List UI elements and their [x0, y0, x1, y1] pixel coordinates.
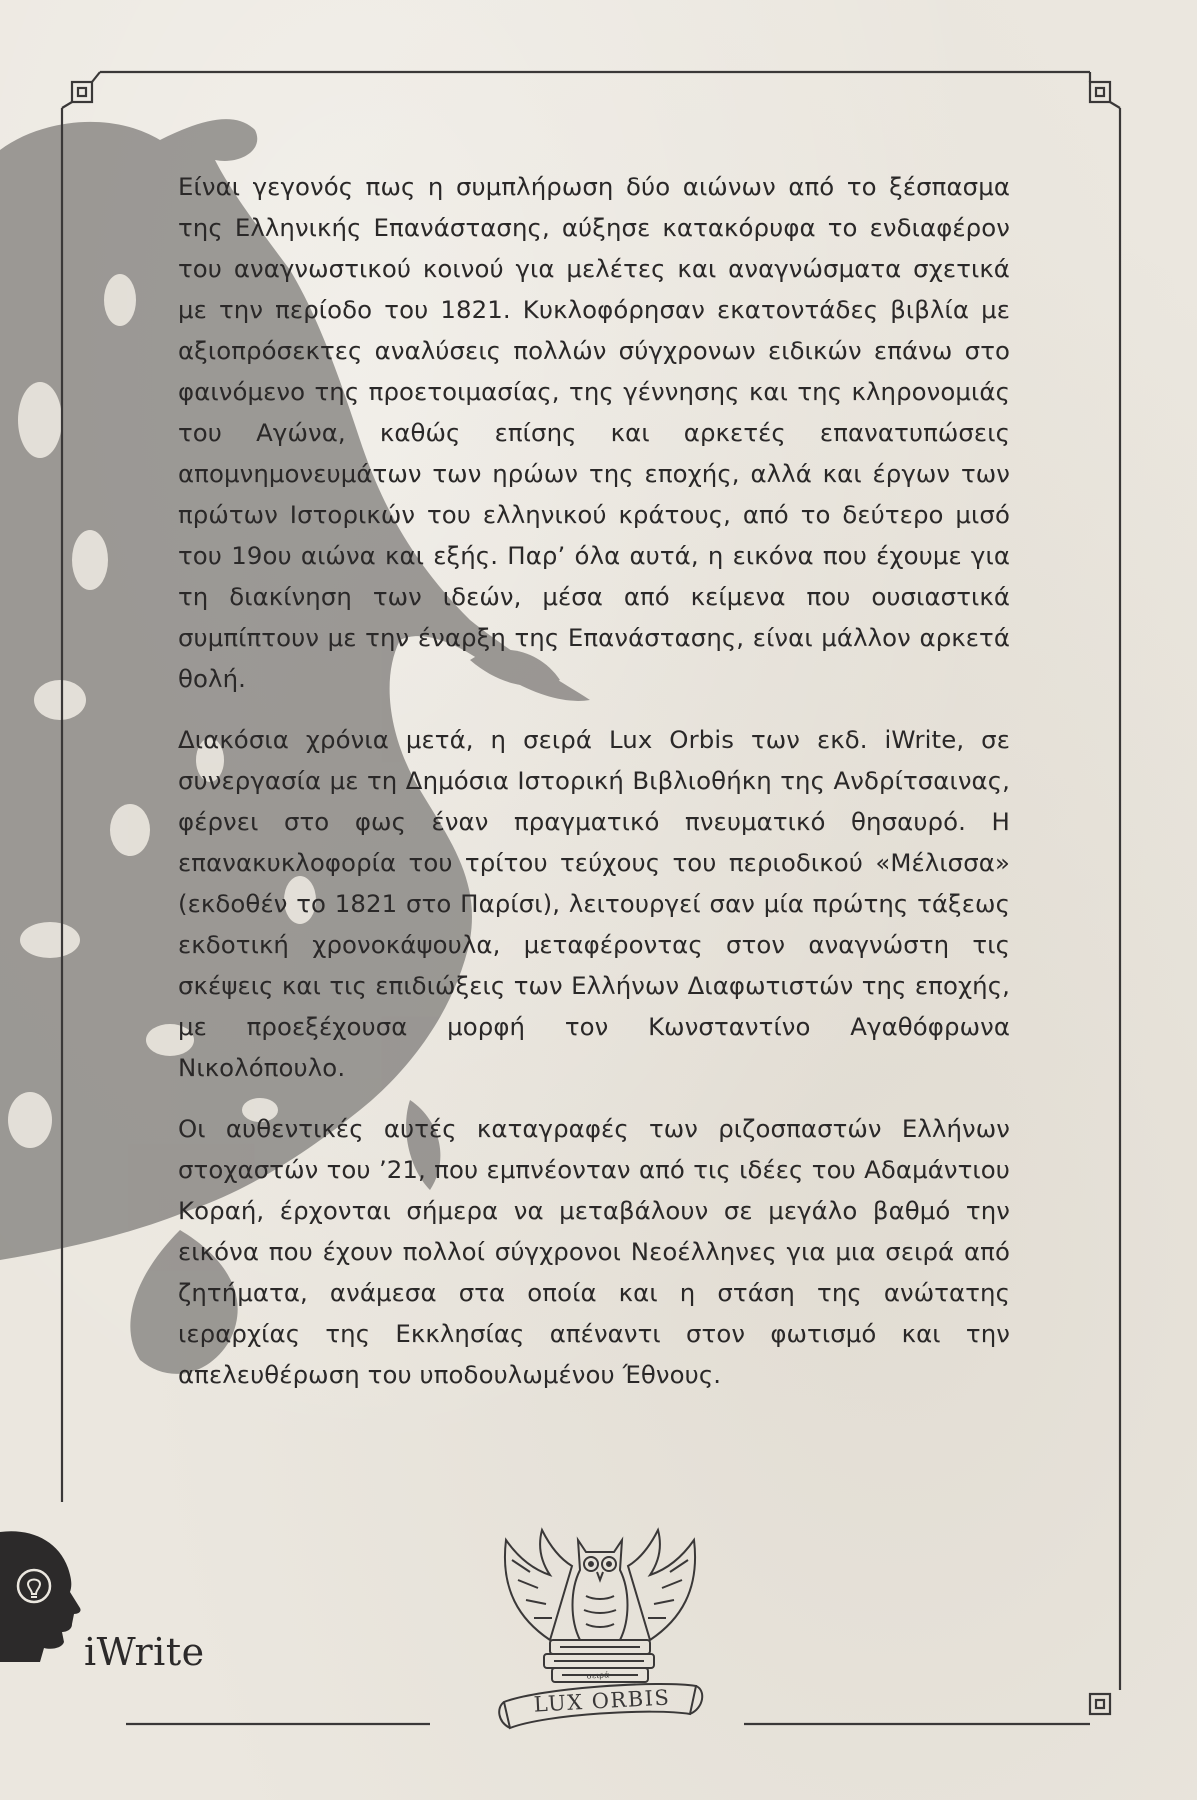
publisher-name: iWrite — [84, 1630, 205, 1674]
paragraph-3: Οι αυθεντικές αυτές καταγραφές των ριζοσπαστών Ελλήνων στοχαστών του ’21, που εμπνέονταν από τις ιδέες του Αδαμάντιου Κοραή, έρχονται σήμερα να μεταβάλουν σε μεγάλο βαθμό την εικόνα που έχουν πολλοί σύγχρονοι Νεοέλληνες για μια σειρά από ζητήματα, ανάμεσα στα οποία και η στάση της ανώτατης ιεραρχίας της Εκκλησίας απέναντι στον φωτισμό και την απελευθέρωση του υποδουλωμένου Έθνους. — [178, 1114, 1010, 1389]
body-text — [178, 166, 1010, 1415]
series-name: LUX ORBIS — [533, 1685, 671, 1717]
paragraph-1: Είναι γεγονός πως η συμπλήρωση δύο αιώνων από το ξέσπασμα της Ελληνικής Επανάστασης, αύξησε κατακόρυφα το ενδιαφέρον του αναγνωστικού κοινού για μελέτες και αναγνώσματα σχετικά με την περίοδο του 1821. Κυκλοφόρησαν εκατοντάδες βιβλία με αξιοπρόσεκτες αναλύσεις πολλών σύγχρονων ειδικών επάνω στο φαινόμενο της προετοιμασίας, της γέννησης και της κληρονομιάς του Αγώνα, καθώς επίσης και αρκετές επανατυπώσεις απομνημονευμάτων των ηρώων της εποχής, αλλά και έργων των πρώτων Ιστορικών του ελληνικού κράτους, από το δεύτερο μισό του 19ου αιώνα και εξής. Παρ’ όλα αυτά, η εικόνα που έχουμε για τη διακίνηση των ιδεών, μέσα από κείμενα που ουσιαστικά συμπίπτουν με την έναρξη της Επανάστασης, είναι μάλλον αρκετά θολή. — [178, 172, 1010, 693]
head-silhouette-lightbulb-icon — [0, 1528, 90, 1668]
series-banner-small: σειρά — [586, 1670, 610, 1681]
paragraph-2: Διακόσια χρόνια μετά, η σειρά Lux Orbis των εκδ. iWrite, σε συνεργασία με τη Δημόσια Ιστορική Βιβλιοθήκη της Ανδρίτσαινας, φέρνει στο φως έναν πραγματικό πνευματικό θησαυρό. Η επανακυκλοφορία του τρίτου τεύχους του περιοδικού «Μέλισσα» (εκδοθέν το 1821 στο Παρίσι), λειτουργεί σαν μία πρώτης τάξεως εκδοτική χρονοκάψουλα, μεταφέροντας στον αναγνώστη τις σκέψεις και τις επιδιώξεις των Ελλήνων Διαφωτιστών της εποχής, με προεξέχουσα μορφή τον Κωνσταντίνο Αγαθόφρωνα Νικολόπουλο. — [178, 725, 1010, 1082]
